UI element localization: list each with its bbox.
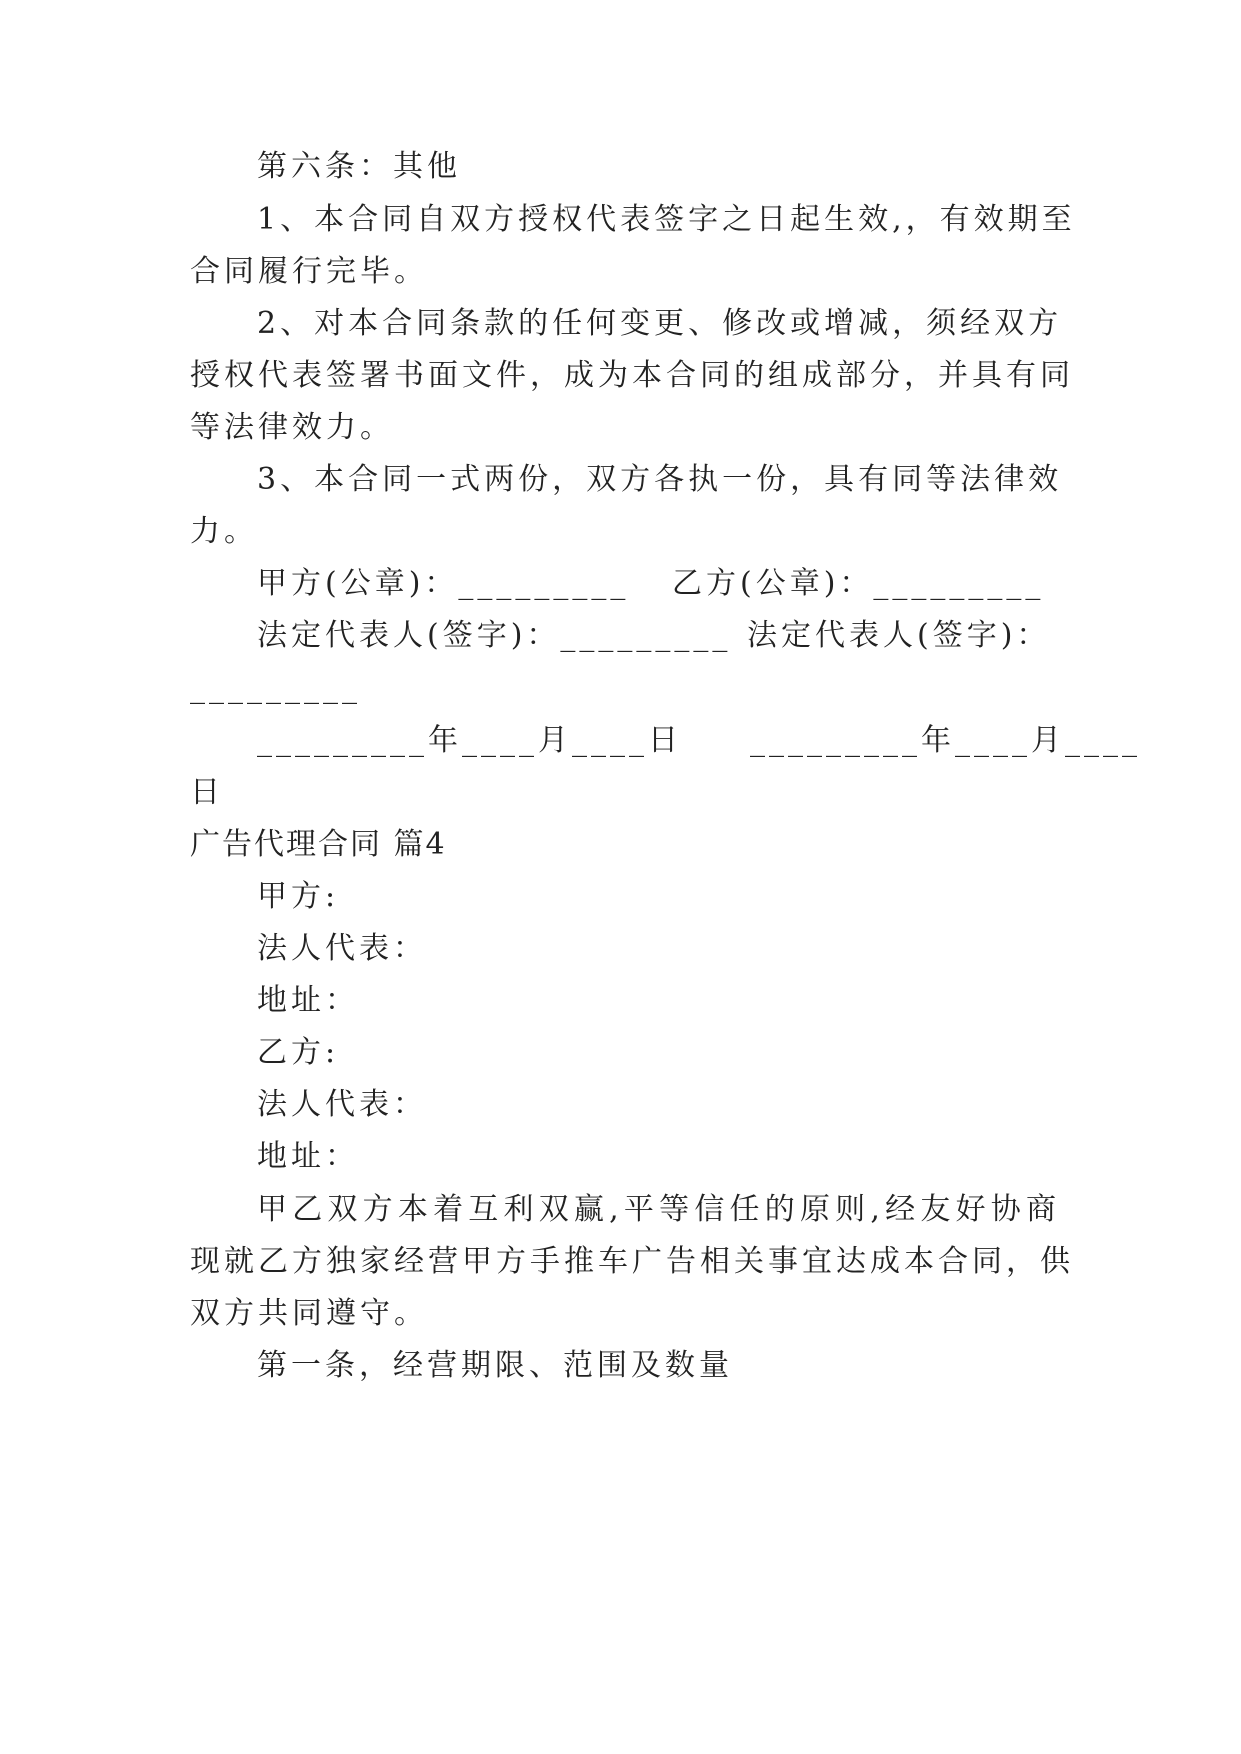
article6-p1-line2: 合同履行完毕。 xyxy=(190,254,428,289)
legal-rep-a-signature: 法定代表人(签字)：_________ xyxy=(257,618,732,653)
article6-heading: 第六条：其他 xyxy=(257,149,461,184)
rep-row xyxy=(257,616,1060,656)
seal-row xyxy=(257,564,1060,604)
legal-rep-b-label: 法人代表： xyxy=(257,1087,427,1122)
date-line: _________年____月____日 _________年____月____ xyxy=(257,723,1141,758)
party-b-seal: 乙方(公章)：_________ xyxy=(672,566,1045,601)
article6-p3-line2: 力。 xyxy=(190,514,258,549)
intro-line1: 甲乙双方本着互利双赢,平等信任的原则,经友好协商 xyxy=(257,1192,1060,1227)
party-a-seal: 甲方(公章)：_________ xyxy=(257,566,630,601)
intro-line3: 双方共同遵守。 xyxy=(190,1296,428,1331)
legal-rep-a-label: 法人代表： xyxy=(257,931,427,966)
article6-p1-line1: 1、本合同自双方授权代表签字之日起生效,，有效期至 xyxy=(257,202,1076,237)
address-b-label: 地址： xyxy=(257,1139,359,1174)
article6-p2-line3: 等法律效力。 xyxy=(190,410,394,445)
contract4-title: 广告代理合同 篇4 xyxy=(190,827,447,862)
article1-heading: 第一条，经营期限、范围及数量 xyxy=(257,1348,733,1383)
address-a-label: 地址： xyxy=(257,983,359,1018)
article6-p2-line1: 2、对本合同条款的任何变更、修改或增减，须经双方 xyxy=(257,306,1063,341)
legal-rep-b-signature: 法定代表人(签字)： xyxy=(747,618,1051,653)
article6-p3-line1: 3、本合同一式两份，双方各执一份，具有同等法律效 xyxy=(257,462,1063,497)
article6-p2-line2: 授权代表签署书面文件，成为本合同的组成部分，并具有同 xyxy=(190,358,1074,393)
party-a-label: 甲方: xyxy=(257,879,340,914)
party-b-label: 乙方: xyxy=(257,1035,340,1070)
date-tail: 日 xyxy=(190,775,224,810)
legal-rep-b-blank: _________ xyxy=(190,670,361,705)
intro-line2: 现就乙方独家经营甲方手推车广告相关事宜达成本合同，供 xyxy=(190,1244,1074,1279)
